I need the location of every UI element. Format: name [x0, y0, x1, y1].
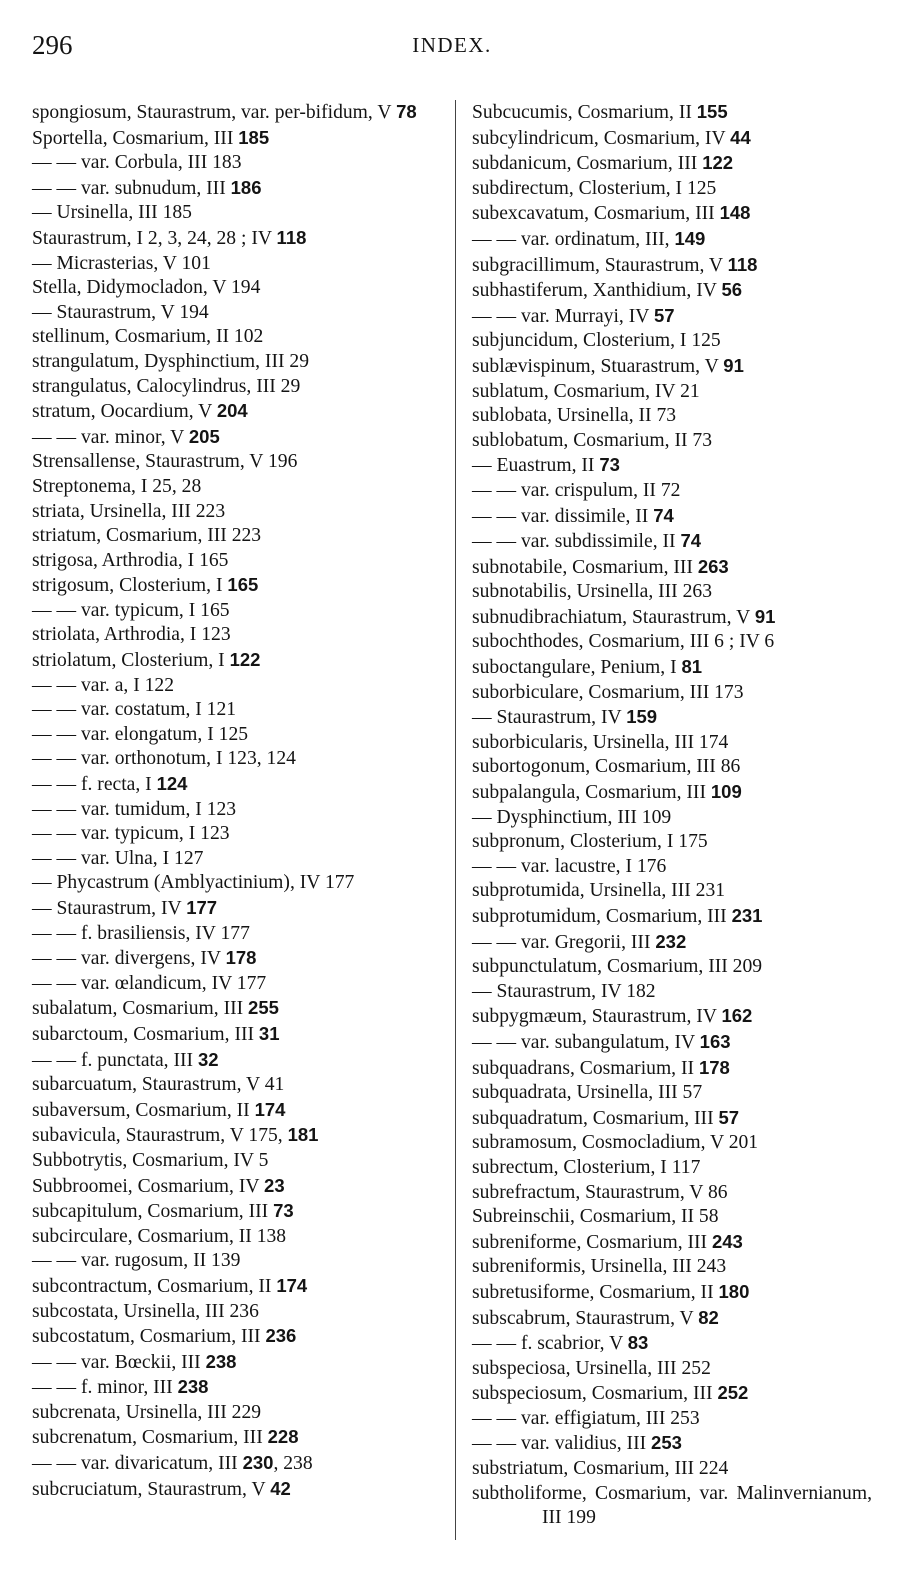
index-entry	[32, 573, 440, 599]
principal-page-ref: 122	[229, 649, 261, 671]
index-entry-text: — — var. divergens, IV	[32, 948, 226, 970]
principal-page-ref: 73	[599, 454, 620, 476]
page-header	[32, 30, 872, 64]
index-entry	[32, 1274, 440, 1300]
index-entry	[32, 176, 440, 202]
index-column-left	[32, 100, 440, 1502]
principal-page-ref: 57	[718, 1106, 740, 1128]
index-entry-text: strigosum, Closterium, I	[32, 575, 228, 597]
index-entry-text: subnudibrachiatum, Staurastrum, V	[472, 606, 755, 628]
index-entry-text: suborbiculare, Cosmarium, III 173	[472, 681, 744, 703]
index-entry-text: — — var. Ulna, I 127	[32, 847, 204, 869]
index-entry-text: — — var. Murrayi, IV	[472, 305, 654, 327]
index-entry	[472, 1030, 872, 1056]
index-entry-text: subhastiferum, Xanthidium, IV	[472, 280, 722, 302]
index-entry-text: subcapitulum, Cosmarium, III	[32, 1201, 274, 1223]
index-entry	[472, 404, 872, 429]
index-entry	[32, 723, 440, 748]
index-entry	[472, 830, 872, 855]
index-entry	[472, 1081, 872, 1106]
index-entry-text: Streptonema, I 25, 28	[32, 475, 202, 497]
index-entry	[472, 980, 872, 1005]
principal-page-ref: 174	[254, 1098, 286, 1120]
index-entry	[472, 1306, 872, 1332]
index-entry-text: Subbroomei, Cosmarium, IV	[32, 1175, 265, 1197]
index-entry-text: subcontractum, Cosmarium, II	[32, 1275, 277, 1297]
index-entry-text: — — var. crispulum, II 72	[472, 479, 681, 501]
index-entry	[472, 780, 872, 806]
index-entry	[32, 772, 440, 798]
index-entry-text: — Ursinella, III 185	[32, 202, 192, 224]
index-entry	[32, 1022, 440, 1048]
index-entry-text: subscabrum, Staurastrum, V	[472, 1307, 699, 1329]
index-entry	[472, 529, 872, 555]
index-entry	[32, 1300, 440, 1325]
index-entry	[472, 479, 872, 504]
index-entry	[472, 930, 872, 956]
principal-page-ref: 118	[276, 226, 307, 248]
index-entry-text: — — var. subdissimile, II	[472, 531, 681, 553]
index-entry-text: suboctangulare, Penium, I	[472, 657, 682, 679]
index-entry	[472, 227, 872, 253]
principal-page-ref: 155	[696, 101, 728, 122]
principal-page-ref: 56	[721, 279, 743, 301]
principal-page-ref: 82	[698, 1306, 719, 1328]
index-entry-text: sublatum, Cosmarium, IV 21	[472, 380, 700, 402]
index-entry-text: — — var. orthonotum, I 123, 124	[32, 748, 296, 770]
principal-page-ref: 91	[723, 354, 744, 376]
index-entry-text: — — var. elongatum, I 125	[32, 723, 249, 745]
index-entry	[472, 304, 872, 330]
index-entry-text: — — var. costatum, I 121	[32, 699, 237, 721]
index-entry	[472, 681, 872, 706]
index-entry	[472, 655, 872, 681]
index-entry	[32, 1451, 440, 1477]
index-entry	[32, 996, 440, 1022]
index-entry	[32, 1350, 440, 1376]
index-entry	[32, 648, 440, 674]
index-entry-text: subcostatum, Cosmarium, III	[32, 1326, 266, 1348]
index-entry-text: subramosum, Cosmocladium, V 201	[472, 1132, 759, 1154]
index-entry-text: subexcavatum, Cosmarium, III	[472, 203, 720, 225]
index-entry-text: subarcuatum, Staurastrum, V 41	[32, 1074, 285, 1096]
index-entry-text: — — var. subnudum, III	[32, 177, 231, 199]
index-entry-text: subarctoum, Cosmarium, III	[32, 1023, 259, 1045]
principal-page-ref: 205	[188, 425, 220, 447]
principal-page-ref: 44	[730, 126, 751, 148]
index-entry-text: subaversum, Cosmarium, II	[32, 1099, 255, 1121]
index-entry	[32, 822, 440, 847]
index-entry-text: — — f. recta, I	[32, 774, 157, 796]
principal-page-ref: 174	[276, 1274, 308, 1296]
index-entry	[32, 475, 440, 500]
index-entry-text: — — var. effigiatum, III 253	[472, 1407, 700, 1429]
index-entry-text: subcylindricum, Cosmarium, IV	[472, 127, 731, 149]
index-entry	[472, 555, 872, 581]
index-entry	[32, 847, 440, 872]
principal-page-ref: 124	[156, 773, 188, 795]
index-entry	[472, 1431, 872, 1457]
index-entry	[472, 100, 872, 126]
principal-page-ref: 159	[626, 706, 658, 728]
index-entry-text: — Dysphinctium, III 109	[472, 806, 672, 828]
principal-page-ref: 185	[238, 126, 270, 148]
index-entry-text: subcirculare, Cosmarium, II 138	[32, 1225, 287, 1247]
index-entry	[32, 1401, 440, 1426]
index-entry	[32, 126, 440, 152]
principal-page-ref: 181	[287, 1124, 319, 1146]
index-entry-text: — Euastrum, II	[472, 455, 600, 477]
index-entry	[472, 806, 872, 831]
index-entry-text: — — var. ordinatum, III,	[472, 228, 675, 250]
index-entry	[32, 301, 440, 326]
index-entry-text: subtholiforme, Cosmarium, var. Malinvernianum, III 199	[472, 1482, 872, 1529]
index-entry	[32, 674, 440, 699]
index-entry	[472, 1407, 872, 1432]
index-entry	[472, 1482, 872, 1531]
index-entry	[472, 504, 872, 530]
principal-page-ref: 180	[718, 1280, 750, 1302]
index-entry-text: — — f. scabrior, V	[472, 1333, 628, 1355]
index-entry	[32, 946, 440, 972]
index-entry	[32, 871, 440, 896]
index-entry	[32, 1174, 440, 1200]
principal-page-ref: 73	[273, 1200, 294, 1222]
principal-page-ref: 31	[258, 1022, 280, 1044]
principal-page-ref: 252	[717, 1382, 749, 1404]
index-entry	[32, 1098, 440, 1124]
index-entry-text: striata, Ursinella, III 223	[32, 500, 226, 522]
index-entry	[472, 1331, 872, 1357]
index-entry	[32, 1249, 440, 1274]
index-entry-text: strigosa, Arthrodia, I 165	[32, 549, 229, 571]
index-entry	[472, 1181, 872, 1206]
index-entry-text: substriatum, Cosmarium, III 224	[472, 1458, 729, 1480]
column-divider	[455, 100, 456, 1540]
index-entry	[472, 201, 872, 227]
index-entry-text: — — f. minor, III	[32, 1377, 178, 1399]
index-entry-text: subpunctulatum, Cosmarium, III 209	[472, 956, 763, 978]
index-entry-text: striatum, Cosmarium, III 223	[32, 525, 262, 547]
index-entry-text: subjuncidum, Closterium, I 125	[472, 330, 721, 352]
index-entry	[472, 1255, 872, 1280]
index-entry-text: — — f. punctata, III	[32, 1049, 198, 1071]
principal-page-ref: 238	[177, 1376, 209, 1398]
index-entry-text: subcrenata, Ursinella, III 229	[32, 1401, 262, 1423]
principal-page-ref: 263	[697, 555, 729, 577]
index-entry	[472, 354, 872, 380]
index-entry	[32, 1225, 440, 1250]
index-entry	[472, 1106, 872, 1132]
index-entry	[32, 1149, 440, 1174]
index-entry-text: — — f. brasiliensis, IV 177	[32, 922, 250, 944]
index-entry	[472, 1357, 872, 1382]
index-entry	[32, 698, 440, 723]
principal-page-ref: 228	[267, 1426, 299, 1448]
index-entry	[32, 450, 440, 475]
index-entry	[472, 1381, 872, 1407]
index-entry-text: — — var. Bœckii, III	[32, 1351, 206, 1373]
index-entry-text: Sportella, Cosmarium, III	[32, 127, 239, 149]
index-entry-text: subprotumida, Ursinella, III 231	[472, 880, 726, 902]
index-entry-text: suborbicularis, Ursinella, III 174	[472, 731, 729, 753]
index-entry	[32, 549, 440, 574]
index-entry-text: subdanicum, Cosmarium, III	[472, 153, 703, 175]
index-entry-text: subquadratum, Cosmarium, III	[472, 1107, 719, 1129]
principal-page-ref: 83	[627, 1332, 649, 1354]
index-entry	[32, 500, 440, 525]
index-entry	[472, 1205, 872, 1230]
index-entry-text: subochthodes, Cosmarium, III 6 ; IV 6	[472, 631, 775, 653]
page-number: 296	[32, 30, 73, 60]
index-entry	[32, 1375, 440, 1401]
index-entry-text: subpronum, Closterium, I 175	[472, 831, 708, 853]
index-entry-text: subnotabilis, Ursinella, III 263	[472, 581, 712, 603]
index-entry	[472, 630, 872, 655]
index-entry	[472, 453, 872, 479]
index-entry	[32, 896, 440, 922]
index-entry	[32, 226, 440, 252]
index-entry	[472, 1230, 872, 1256]
index-entry-text: — — var. divaricatum, III	[32, 1453, 243, 1475]
index-entry	[32, 599, 440, 624]
index-entry-text: striolata, Arthrodia, I 123	[32, 624, 231, 646]
index-entry	[472, 278, 872, 304]
index-entry-text: — — var. minor, V	[32, 426, 189, 448]
index-entry	[472, 380, 872, 405]
index-entry	[32, 1048, 440, 1074]
index-entry-text: sublobata, Ursinella, II 73	[472, 405, 677, 427]
index-entry	[32, 1477, 440, 1503]
index-entry	[472, 731, 872, 756]
principal-page-ref: 42	[270, 1477, 291, 1499]
index-entry	[32, 1425, 440, 1451]
index-entry-text: — — var. typicum, I 165	[32, 599, 230, 621]
index-entry-text: — Staurastrum, IV	[32, 898, 187, 919]
index-entry-text: sublobatum, Cosmarium, II 73	[472, 429, 713, 451]
index-entry-text: subpalangula, Cosmarium, III	[472, 782, 711, 804]
index-entry-text: — — var. Gregorii, III	[472, 931, 656, 953]
index-entry-text: subquadrans, Cosmarium, II	[472, 1057, 699, 1079]
index-entry-text: — — var. a, I 122	[32, 674, 175, 696]
index-entry-text: subcruciatum, Staurastrum, V	[32, 1478, 271, 1500]
index-entry-text: subalatum, Cosmarium, III	[32, 998, 249, 1020]
index-entry	[32, 972, 440, 997]
index-entry-text: subreniformis, Ursinella, III 243	[472, 1256, 727, 1278]
index-entry	[472, 904, 872, 930]
index-entry	[472, 605, 872, 631]
index-entry-text: subgracillimum, Staurastrum, V	[472, 254, 728, 276]
index-entry-text: subcostata, Ursinella, III 236	[32, 1300, 259, 1322]
running-title: INDEX.	[412, 33, 492, 57]
index-entry	[32, 375, 440, 400]
principal-page-ref: 255	[248, 997, 279, 1019]
index-entry-text: subrefractum, Staurastrum, V 86	[472, 1181, 728, 1203]
index-entry-text: Strensallense, Staurastrum, V 196	[32, 451, 298, 473]
index-entry-text: — — var. tumidum, I 123	[32, 798, 237, 820]
index-entry-text: subretusiforme, Cosmarium, II	[472, 1281, 719, 1303]
index-entry-text: subquadrata, Ursinella, III 57	[472, 1082, 703, 1104]
index-column-right	[472, 100, 872, 1531]
index-entry-text: strangulatum, Dysphinctium, III 29	[32, 350, 309, 372]
principal-page-ref: 149	[674, 227, 706, 249]
index-entry	[32, 1073, 440, 1098]
index-entry-text: Subcucumis, Cosmarium, II	[472, 102, 697, 123]
index-entry-text: — Staurastrum, V 194	[32, 301, 209, 323]
index-entry	[472, 705, 872, 731]
index-entry	[32, 798, 440, 823]
index-entry	[472, 1280, 872, 1306]
index-entry	[32, 276, 440, 301]
index-entry-text: — — var. rugosum, II 139	[32, 1250, 241, 1272]
index-entry	[32, 524, 440, 549]
principal-page-ref: 204	[216, 400, 248, 422]
index-entry	[472, 151, 872, 177]
index-entry	[472, 855, 872, 880]
principal-page-ref: 91	[754, 605, 776, 627]
index-entry-text: — — var. typicum, I 123	[32, 823, 230, 845]
index-entry	[472, 580, 872, 605]
index-entry-text: — — var. validius, III	[472, 1433, 652, 1455]
index-entry	[472, 1131, 872, 1156]
index-entry-text: — — var. dissimile, II	[472, 505, 654, 527]
index-entry	[472, 1457, 872, 1482]
principal-page-ref: 148	[719, 202, 751, 224]
index-entry	[472, 1056, 872, 1082]
index-entry	[32, 747, 440, 772]
index-entry	[32, 1324, 440, 1350]
index-entry	[472, 879, 872, 904]
principal-page-ref: 32	[197, 1048, 219, 1070]
index-entry-text: striolatum, Closterium, I	[32, 650, 230, 672]
principal-page-ref: 236	[265, 1325, 297, 1347]
index-entry-text: subcrenatum, Cosmarium, III	[32, 1427, 268, 1449]
principal-page-ref: 230	[242, 1452, 274, 1474]
index-entry-text: — — var. œlandicum, IV 177	[32, 972, 267, 994]
principal-page-ref: 178	[698, 1056, 730, 1078]
index-entry	[32, 399, 440, 425]
principal-page-ref: 238	[205, 1350, 237, 1372]
principal-page-ref: 231	[731, 905, 763, 926]
index-entry-text: subreniforme, Cosmarium, III	[472, 1231, 712, 1253]
principal-page-ref: 162	[721, 1005, 753, 1027]
index-entry-text: strangulatus, Calocylindrus, III 29	[32, 375, 301, 397]
principal-page-ref: 78	[396, 101, 417, 122]
index-entry-text: Subbotrytis, Cosmarium, IV 5	[32, 1149, 269, 1171]
principal-page-ref: 165	[227, 574, 259, 596]
index-entry	[32, 425, 440, 451]
principal-page-ref: 118	[727, 253, 758, 275]
principal-page-ref: 253	[651, 1432, 682, 1454]
index-entry-text: — — var. Corbula, III 183	[32, 152, 242, 174]
index-entry-text: — Staurastrum, IV 182	[472, 980, 656, 1002]
index-entry	[472, 253, 872, 279]
index-entry	[472, 1004, 872, 1030]
principal-page-ref: 186	[230, 176, 262, 198]
principal-page-ref: 178	[225, 947, 257, 969]
index-entry	[32, 100, 440, 126]
principal-page-ref: 177	[186, 897, 218, 918]
index-entry	[32, 1123, 440, 1149]
index-entry	[32, 350, 440, 375]
index-entry	[32, 151, 440, 176]
principal-page-ref: 232	[655, 930, 687, 952]
index-entry-text: — — var. subangulatum, IV	[472, 1031, 700, 1053]
index-entry	[472, 429, 872, 454]
index-entry-text: stratum, Oocardium, V	[32, 401, 217, 423]
index-entry-text: Subreinschii, Cosmarium, II 58	[472, 1206, 719, 1228]
index-entry	[32, 201, 440, 226]
index-entry-text: — Micrasterias, V 101	[32, 252, 211, 274]
index-entry-text: subavicula, Staurastrum, V 175,	[32, 1125, 288, 1147]
index-entry-text: subrectum, Closterium, I 117	[472, 1156, 701, 1178]
index-entry-text: subpygmæum, Staurastrum, IV	[472, 1006, 722, 1028]
index-entry-text: subdirectum, Closterium, I 125	[472, 177, 717, 199]
index-entry	[472, 126, 872, 152]
principal-page-ref: 74	[653, 504, 674, 526]
index-entry-text: subspeciosa, Ursinella, III 252	[472, 1357, 711, 1379]
index-entry-text: stellinum, Cosmarium, II 102	[32, 326, 264, 348]
principal-page-ref: 109	[710, 781, 742, 803]
index-entry-text: Staurastrum, I 2, 3, 24, 28 ; IV	[32, 227, 277, 249]
index-entry	[32, 623, 440, 648]
index-entry-tail: , 238	[273, 1453, 313, 1475]
index-entry	[472, 755, 872, 780]
index-entry	[32, 325, 440, 350]
index-entry-text: subortogonum, Cosmarium, III 86	[472, 756, 741, 778]
index-entry-text: — Staurastrum, IV	[472, 707, 627, 729]
principal-page-ref: 243	[711, 1230, 743, 1252]
principal-page-ref: 122	[702, 152, 734, 174]
principal-page-ref: 74	[680, 530, 702, 552]
index-entry	[472, 329, 872, 354]
index-entry-text: sublævispinum, Stuarastrum, V	[472, 355, 724, 377]
index-entry-text: spongiosum, Staurastrum, var. per-bifidum, V	[32, 102, 397, 123]
principal-page-ref: 81	[681, 656, 703, 678]
principal-page-ref: 57	[653, 304, 675, 326]
index-entry-text: Stella, Didymocladon, V 194	[32, 277, 261, 299]
index-entry	[32, 922, 440, 947]
index-entry	[32, 252, 440, 277]
index-entry-text: — Phycastrum (Amblyactinium), IV 177	[32, 872, 355, 894]
principal-page-ref: 163	[699, 1030, 731, 1052]
index-entry	[472, 177, 872, 202]
index-entry-text: subnotabile, Cosmarium, III	[472, 556, 698, 578]
index-entry-text: — — var. lacustre, I 176	[472, 855, 667, 877]
index-entry-text: subspeciosum, Cosmarium, III	[472, 1383, 718, 1405]
index-entry	[472, 955, 872, 980]
index-entry	[32, 1199, 440, 1225]
index-entry	[472, 1156, 872, 1181]
principal-page-ref: 23	[264, 1174, 285, 1196]
index-entry-text: subprotumidum, Cosmarium, III	[472, 906, 732, 927]
